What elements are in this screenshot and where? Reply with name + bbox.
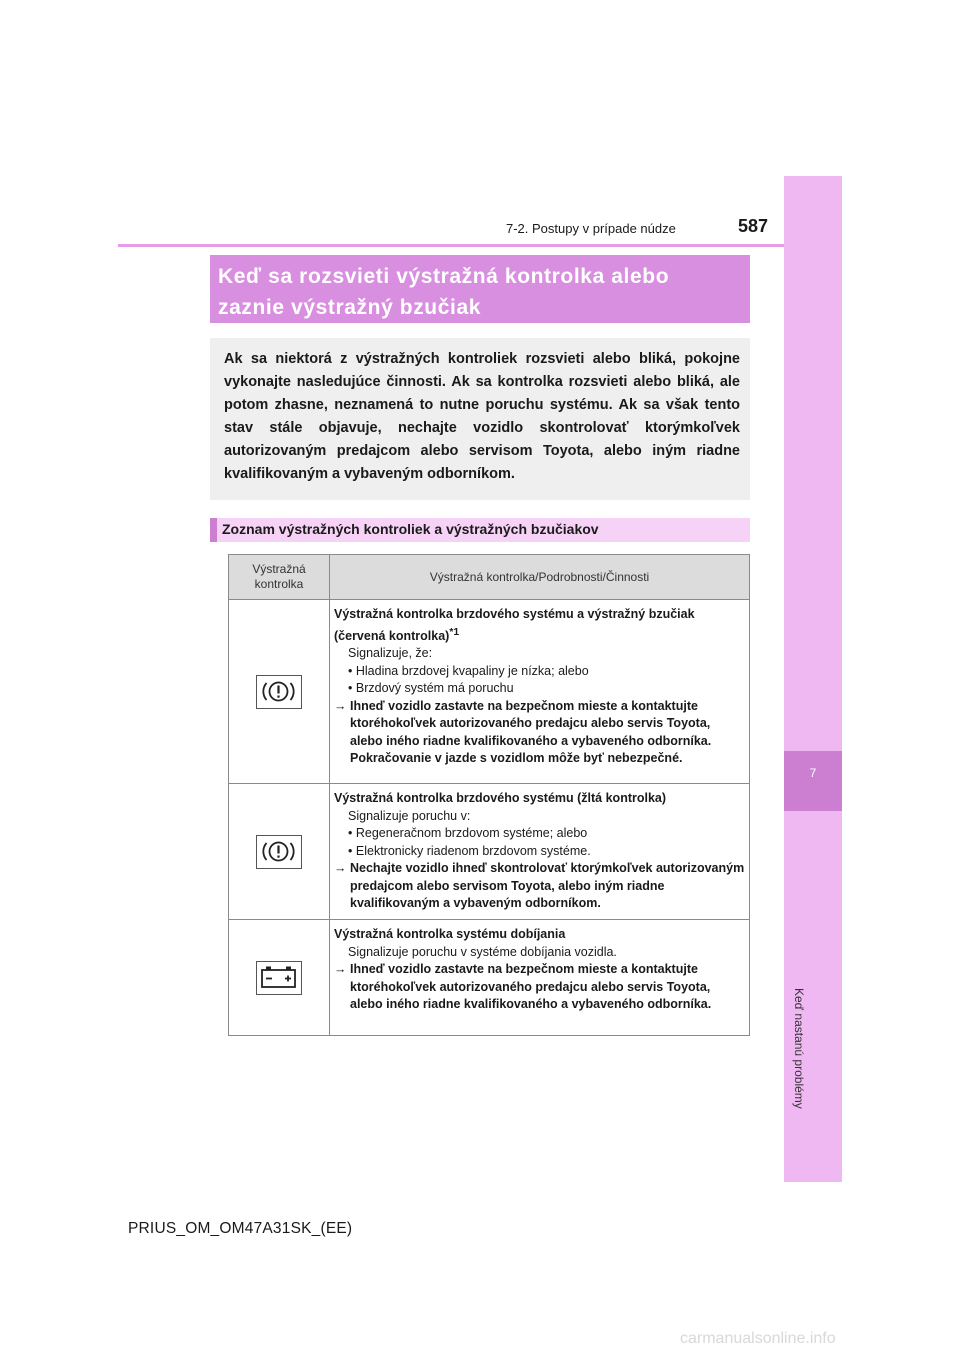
row-action: → Ihneď vozidlo zastavte na bezpečnom mieste a kontaktujte ktoréhokoľvek autorizovaného predajcu alebo servis Toyota, alebo iného riadne kvalifikovaného a vybaveného odborníka. <box>334 962 712 1011</box>
header-icon-column: Výstražná kontrolka <box>229 555 330 600</box>
list-item: • Elektronicky riadenom brzdovom systéme. <box>348 843 591 858</box>
row-action: → Ihneď vozidlo zastavte na bezpečnom mieste a kontaktujte ktoréhokoľvek autorizovaného predajcu alebo servis Toyota, alebo iného riadne kvalifikovaného a vybaveného odborníka. Pokračovanie v jazde s vozidlom môže byť nebezpečné. <box>334 698 712 766</box>
icon-cell <box>229 600 330 784</box>
subheading-accent-bar <box>210 518 217 542</box>
subheading-text: Zoznam výstražných kontroliek a výstražných bzučiakov <box>222 521 599 537</box>
detail-cell <box>330 920 750 1036</box>
watermark: carmanualsonline.info <box>680 1330 836 1347</box>
row-title: Výstražná kontrolka brzdového systému a výstražný bzučiak (červená kontrolka) <box>334 607 695 643</box>
footnote-marker: *1 <box>449 626 460 638</box>
detail-cell <box>330 600 750 784</box>
icon-cell <box>229 920 330 1036</box>
brake-warning-icon <box>256 675 302 709</box>
page-title-line-1: Keď sa rozsvieti výstražná kontrolka alebo <box>218 265 670 288</box>
section-label: 7-2. Postupy v prípade núdze <box>506 221 676 236</box>
table-header-row <box>229 555 750 600</box>
row-intro: Signalizuje, že: <box>348 646 433 661</box>
page-number: 587 <box>738 216 769 236</box>
brake-warning-icon <box>256 835 302 869</box>
document-code: PRIUS_OM_OM47A31SK_(EE) <box>128 1220 353 1237</box>
header-detail-column: Výstražná kontrolka/Podrobnosti/Činnosti <box>330 555 750 600</box>
warning-lights-table <box>228 554 750 1036</box>
row-action: → Nechajte vozidlo ihneď skontrolovať ktorýmkoľvek autorizovaným predajcom alebo servisom Toyota, alebo iným riadne kvalifikovaným a vybaveným odborníkom. <box>334 861 745 910</box>
chapter-title: Keď nastanú problémy <box>792 988 806 1109</box>
row-intro: Signalizuje poruchu v: <box>348 808 471 823</box>
table-row <box>229 784 750 920</box>
row-title: Výstražná kontrolka brzdového systému (žltá kontrolka) <box>334 791 667 805</box>
chapter-number-block <box>784 751 842 811</box>
page-title <box>210 255 750 323</box>
intro-paragraph: Ak sa niektorá z výstražných kontroliek rozsvieti alebo bliká, pokojne vykonajte nasledujúce činnosti. Ak sa kontrolka rozsvieti alebo bliká, ale potom zhasne, neznamená to nutne poruchu systému. Ak sa však tento stav stále objavuje, nechajte vozidlo skontrolovať ktorýmkoľvek autorizovaným predajcom alebo servisom Toyota, alebo iným riadne kvalifikovaným a vybaveným odborníkom. <box>210 338 750 500</box>
icon-cell <box>229 784 330 920</box>
subheading <box>210 518 750 542</box>
battery-icon <box>256 961 302 995</box>
list-item: • Regeneračnom brzdovom systéme; alebo <box>348 826 588 840</box>
table-row <box>229 600 750 784</box>
chapter-side-tab <box>784 176 842 1182</box>
row-intro: Signalizuje poruchu v systéme dobíjania vozidla. <box>348 944 617 959</box>
list-item: • Brzdový systém má poruchu <box>348 681 514 696</box>
arrow-icon: → <box>334 698 347 713</box>
arrow-icon: → <box>334 861 347 875</box>
arrow-icon: → <box>334 962 347 976</box>
table-row <box>229 920 750 1036</box>
chapter-number: 7 <box>809 766 817 780</box>
row-title: Výstražná kontrolka systému dobíjania <box>334 927 566 941</box>
list-item: • Hladina brzdovej kvapaliny je nízka; alebo <box>348 663 589 678</box>
detail-cell <box>330 784 750 920</box>
header-rule <box>118 244 784 247</box>
page-title-line-2: zaznie výstražný bzučiak <box>218 296 482 319</box>
